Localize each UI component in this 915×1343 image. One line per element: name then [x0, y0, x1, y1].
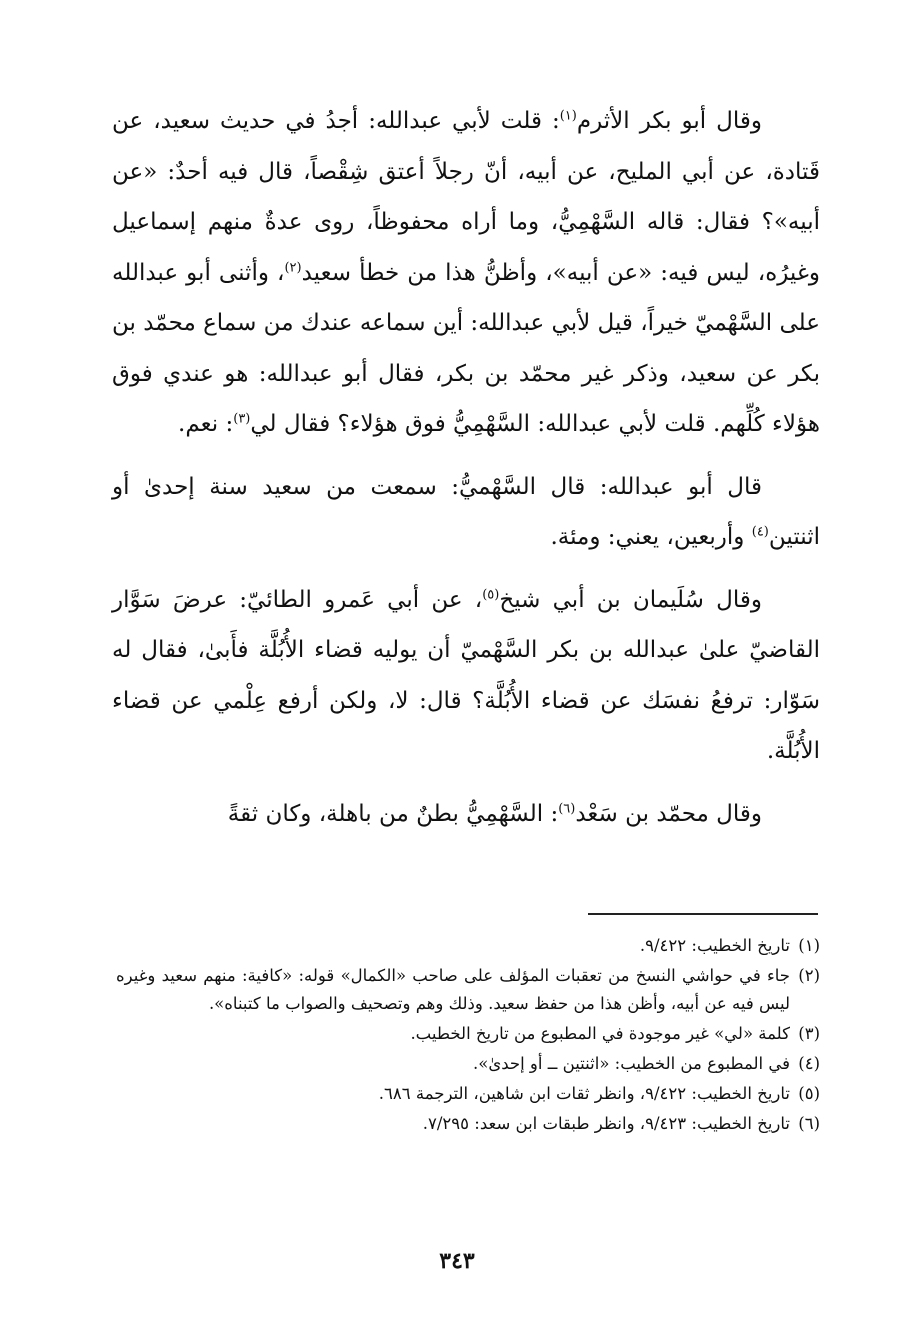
footnote-text: تاريخ الخطيب: ٩/٤٢٣، وانظر طبقات ابن سعد: ٧/٢٩٥. — [422, 1114, 790, 1133]
footnote-marker: (٤) — [751, 524, 769, 540]
paragraph-text: ، وأثنى أبو عبدالله على السَّهْميّ خيراً، قيل لأبي عبدالله: أين سماعه عندك من سماع محمّد بن بكر عن سعيد، وذكر غير محمّد بن بكر، فقال أبو عبدالله: هو عندي فوق هؤلاء كُلِّهم. قلت لأبي عبدالله: السَّهْمِيُّ فوق هؤلاء؟ فقال لي — [112, 259, 820, 437]
footnote-text: في المطبوع من الخطيب: «اثنتين ــ أو إحدىٰ». — [472, 1054, 790, 1073]
paragraph-text: وقال سُلَيمان بن أبي شيخ — [499, 586, 762, 613]
paragraph-sulayman — [112, 575, 820, 777]
footnote-number: (٦) — [798, 1114, 820, 1133]
footnote-text: جاء في حواشي النسخ من تعقبات المؤلف على صاحب «الكمال» قوله: «كافية: منهم سعيد وغيره ليس فيه عن أبيه، وأظن هذا من حفظ سعيد. وذلك وهم وتصحيف والصواب ما كتبناه». — [116, 966, 790, 1013]
footnote-number: (٣) — [798, 1024, 820, 1043]
footnote-number: (٢) — [798, 966, 820, 985]
paragraph-athram — [112, 96, 820, 450]
paragraph-abu-abdullah — [112, 462, 820, 563]
page-number: ٣٤٣ — [439, 1248, 475, 1274]
footnote-number: (٤) — [798, 1054, 820, 1073]
footnote-marker: (٣) — [233, 411, 251, 427]
paragraph-text: : نعم. — [178, 411, 234, 437]
footnote-number: (٥) — [798, 1084, 820, 1103]
paragraph-text: قال أبو عبدالله: قال السَّهْميُّ: سمعت من سعيد سنة إحدىٰ أو اثنتين — [112, 473, 820, 550]
paragraph-text: وأربعين، يعني: ومئة. — [550, 524, 752, 550]
paragraph-text: وقال أبو بكر الأثرم — [576, 108, 762, 134]
footnote-item — [116, 1020, 820, 1048]
paragraph-text: وقال محمّد بن سَعْد — [575, 800, 762, 827]
footnote-item — [116, 1050, 820, 1078]
footnote-text: تاريخ الخطيب: ٩/٤٢٢. — [639, 936, 790, 955]
footnote-marker: (٢) — [284, 259, 302, 275]
footnote-item — [116, 962, 820, 1018]
footnote-divider — [588, 913, 818, 915]
footnote-item — [116, 1080, 820, 1108]
footnotes — [116, 932, 820, 1140]
paragraph-text: : السَّهْمِيُّ بطنٌ من باهلة، وكان ثقةً — [227, 800, 559, 827]
main-text — [112, 96, 820, 851]
paragraph-text: ، عن أبي عَمرو الطائيّ: عرضَ سَوَّار القاضيّ علىٰ عبدالله بن بكر السَّهْميّ أن يوليه قضاء الأُبُلَّة فأَبىٰ، فقال له سَوّار: ترفعُ نفسَك عن قضاء الأُبُلَّة؟ قال: لا، ولكن أرفع عِلْمي عن قضاء الأُبُلَّة. — [112, 586, 820, 764]
footnote-marker: (٦) — [558, 800, 576, 816]
footnote-item — [116, 1110, 820, 1138]
footnote-number: (١) — [798, 936, 820, 955]
footnote-text: كلمة «لي» غير موجودة في المطبوع من تاريخ الخطيب. — [410, 1024, 790, 1043]
footnote-item — [116, 932, 820, 960]
paragraph-text: : قلت لأبي عبدالله: أجدُ في حديث سعيد، عن قَتادة، عن أبي المليح، عن أبيه، أنّ رجلاً أعتق شِقْصاً، قال فيه أحدٌ: «عن أبيه»؟ فقال: قاله السَّهْمِيُّ، وما أراه محفوظاً، روى عدةٌ منهم إسماعيل وغيرُه، ليس فيه: «عن أبيه»، وأظنُّ هذا من خطأ سعيد — [112, 108, 821, 286]
footnote-marker: (٥) — [482, 586, 500, 602]
footnote-marker: (١) — [559, 108, 577, 124]
footnote-text: تاريخ الخطيب: ٩/٤٢٢، وانظر ثقات ابن شاهين، الترجمة ٦٨٦. — [378, 1084, 790, 1103]
paragraph-ibn-sad — [112, 789, 820, 840]
